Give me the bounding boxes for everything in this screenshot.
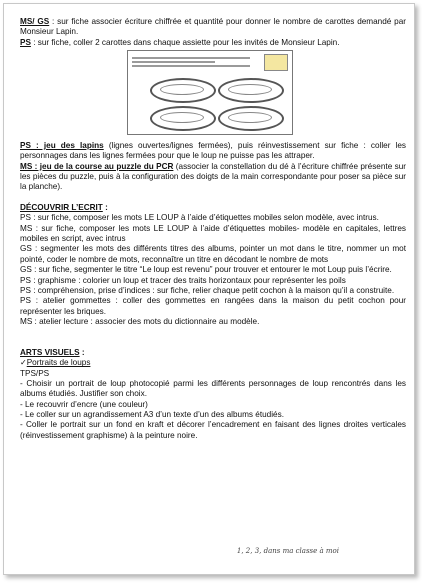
ecrit-item: PS : atelier gommettes : coller des gommettes en rangées dans la maison du petit cochon pour représenter les briques. [20, 296, 406, 316]
ecrit-item: PS : compréhension, prise d’indices : sur fiche, relier chaque petit cochon à la maison qu’il a construite. [20, 285, 395, 295]
jeu-lapins-label: PS : jeu des lapins [20, 141, 104, 151]
ecrit-item: MS : sur fiche, composer les mots LE LOUP à l’aide d’étiquettes mobiles- modèle en capitales, lettres mobiles en script, avec intrus [20, 223, 406, 244]
ps-label: PS [20, 37, 31, 47]
ms-gs-text: : sur fiche associer écriture chiffrée et quantité pour donner le nombre de carottes demandé par Monsieur Lapin. [20, 17, 406, 37]
jeu-lapins-paragraph [20, 141, 406, 162]
ecrit-heading: DÉCOUVRIR L’ECRIT : [20, 203, 108, 213]
arts-item: - Le recouvrir d’encre (une couleur) [20, 399, 148, 409]
blog-signature: 1, 2, 3, dans ma classe à moi [236, 547, 339, 555]
ecrit-item: MS : atelier lecture : associer des mots du dictionnaire au modèle. [20, 316, 260, 326]
ecrit-heading-text: DÉCOUVRIR L’ECRIT [20, 203, 103, 213]
plate-image [150, 106, 216, 131]
arts-item: - Choisir un portrait de loup photocopié parmi les différents personnages de loup rencontrés dans les albums étudiés. Justifier son choix. [20, 378, 406, 399]
arts-heading: ARTS VISUELS : [20, 347, 85, 357]
document-page [3, 3, 415, 575]
arts-level: TPS/PS [20, 368, 50, 378]
worksheet-thumbnail [127, 50, 293, 135]
course-puzzle-text: (associer la constellation du dé à l’écriture chiffrée présente sur les pièces du puzzle, puis à la configuration des doigts de la main correspondante pour poser sa pièce sur la planche). [20, 161, 407, 192]
arts-subheading-text: Portraits de loups [26, 358, 91, 368]
ecrit-item: GS : sur fiche, segmenter le titre “Le loup est revenu” pour trouver et entourer le mot Loup puis l’écrire. [20, 265, 392, 275]
arts-subheading [20, 358, 406, 368]
ecrit-item: PS : graphisme : colorier un loup et tracer des traits horizontaux pour représenter les poils [20, 275, 346, 285]
plate-image [150, 78, 216, 103]
arts-item: - Le coller sur un agrandissement A3 d’un texte d’un des albums étudiés. [20, 409, 284, 419]
ms-gs-paragraph [20, 17, 406, 38]
arts-item: - Coller le portrait sur un fond en kraft et décorer l’encadrement en faisant des lignes droites verticales (réinvestissement graphisme) à la peinture noire. [20, 420, 406, 440]
checkmark-icon: ✓ [20, 358, 27, 368]
ps-fiche-paragraph [20, 38, 406, 48]
ms-gs-label: MS/ GS [20, 17, 50, 26]
plate-image [218, 78, 284, 103]
ps-fiche-text: : sur fiche, coller 2 carottes dans chaque assiette pour les invités de Monsieur Lapin. [30, 37, 340, 47]
arts-heading-text: ARTS VISUELS [20, 347, 80, 357]
jeu-lapins-text: (lignes ouvertes/lignes fermées), puis réinvestissement sur fiche : coller les personnages dans les lignes fermées pour que le loup ne puisse pas les attraper. [20, 141, 406, 161]
worksheet-logo-image [264, 54, 288, 71]
ecrit-item: GS : segmenter les mots des différents titres des albums, pointer un mot dans le titre, nommer un mot pointé, coder le nombre de mots, reconnaître un titre en décodant le nombre de mots [20, 244, 406, 264]
ecrit-item: PS : sur fiche, composer les mots LE LOUP à l’aide d’étiquettes mobiles selon modèle, avec intrus. [20, 213, 379, 223]
worksheet-text-lines [132, 55, 250, 69]
page-content [20, 17, 406, 441]
course-puzzle-label: MS : jeu de la course au puzzle du PCR [20, 161, 174, 171]
plate-image [218, 106, 284, 131]
course-puzzle-paragraph [20, 162, 406, 193]
